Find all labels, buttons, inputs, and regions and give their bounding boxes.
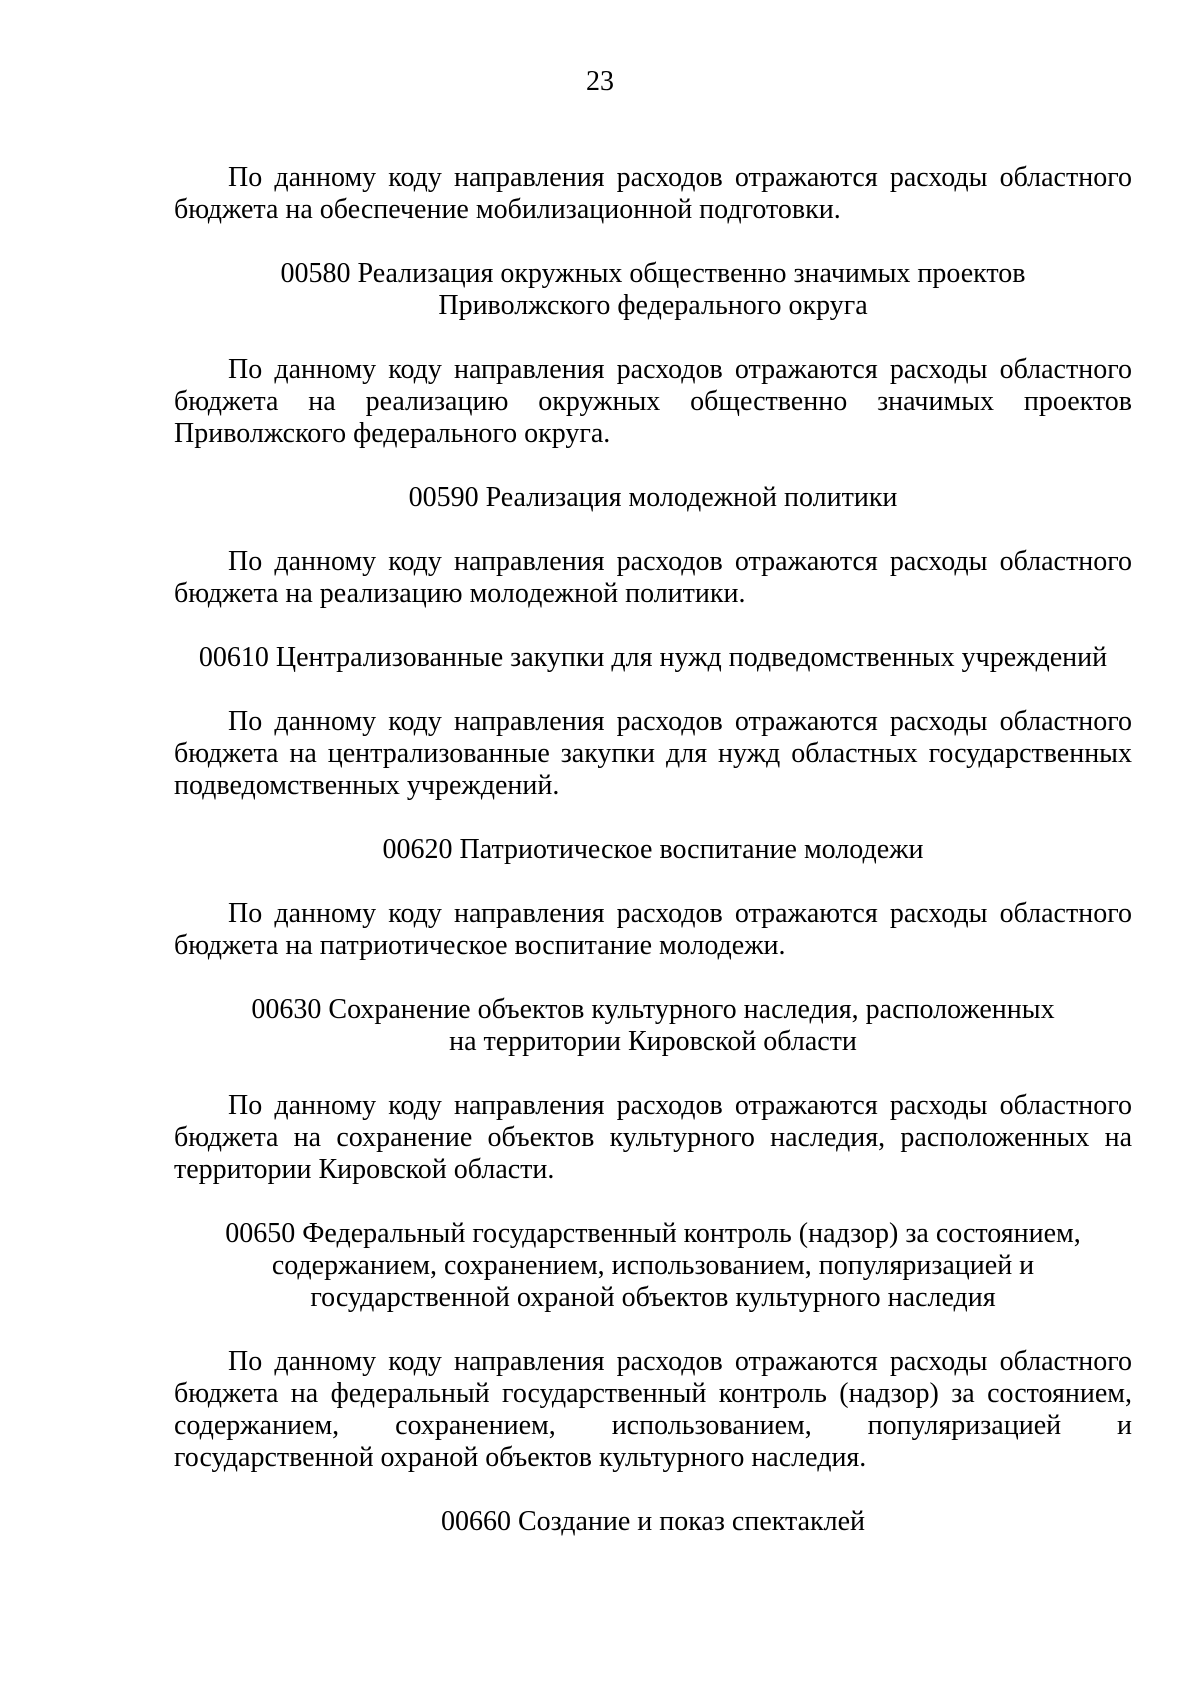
heading-line: 00590 Реализация молодежной политики — [408, 482, 898, 513]
paragraph-00580: По данному коду направления расходов отражаются расходы областного бюджета на реализацию окружных общественно значимых проектов Приволжского федерального округа. — [174, 354, 1132, 449]
heading-00590 — [174, 482, 1132, 514]
paragraph-mobilization: По данному коду направления расходов отражаются расходы областного бюджета на обеспечение мобилизационной подготовки. — [174, 162, 1132, 225]
heading-line: 00620 Патриотическое воспитание молодежи — [382, 834, 924, 865]
heading-00650 — [174, 1218, 1132, 1314]
heading-line: Приволжского федерального округа — [438, 290, 868, 321]
heading-line: 00630 Сохранение объектов культурного наследия, расположенных — [251, 994, 1055, 1025]
paragraph-00650: По данному коду направления расходов отражаются расходы областного бюджета на федеральный государственный контроль (надзор) за состоянием, содержанием, сохранением, использованием, популяризацией и государственной охраной объектов культурного наследия. — [174, 1346, 1132, 1473]
paragraph-00590: По данному коду направления расходов отражаются расходы областного бюджета на реализацию молодежной политики. — [174, 546, 1132, 609]
heading-line: содержанием, сохранением, использованием, популяризацией и — [271, 1250, 1035, 1281]
heading-line: 00580 Реализация окружных общественно значимых проектов — [280, 258, 1026, 289]
heading-line: 00650 Федеральный государственный контроль (надзор) за состоянием, — [225, 1218, 1081, 1249]
heading-line: государственной охраной объектов культурного наследия — [310, 1282, 996, 1313]
heading-00630 — [174, 994, 1132, 1058]
heading-00660 — [174, 1506, 1132, 1538]
page-number: 23 — [586, 66, 614, 97]
paragraph-00620: По данному коду направления расходов отражаются расходы областного бюджета на патриотическое воспитание молодежи. — [174, 898, 1132, 961]
heading-line: 00610 Централизованные закупки для нужд подведомственных учреждений — [198, 642, 1108, 673]
heading-00620 — [174, 834, 1132, 866]
paragraph-00610: По данному коду направления расходов отражаются расходы областного бюджета на централизованные закупки для нужд областных государственных подведомственных учреждений. — [174, 706, 1132, 801]
paragraph-00630: По данному коду направления расходов отражаются расходы областного бюджета на сохранение объектов культурного наследия, расположенных на территории Кировской области. — [174, 1090, 1132, 1185]
heading-line: на территории Кировской области — [449, 1026, 857, 1057]
heading-line: 00660 Создание и показ спектаклей — [440, 1506, 865, 1537]
heading-00580 — [174, 258, 1132, 322]
heading-00610 — [174, 642, 1132, 674]
document-body — [174, 162, 1132, 1538]
